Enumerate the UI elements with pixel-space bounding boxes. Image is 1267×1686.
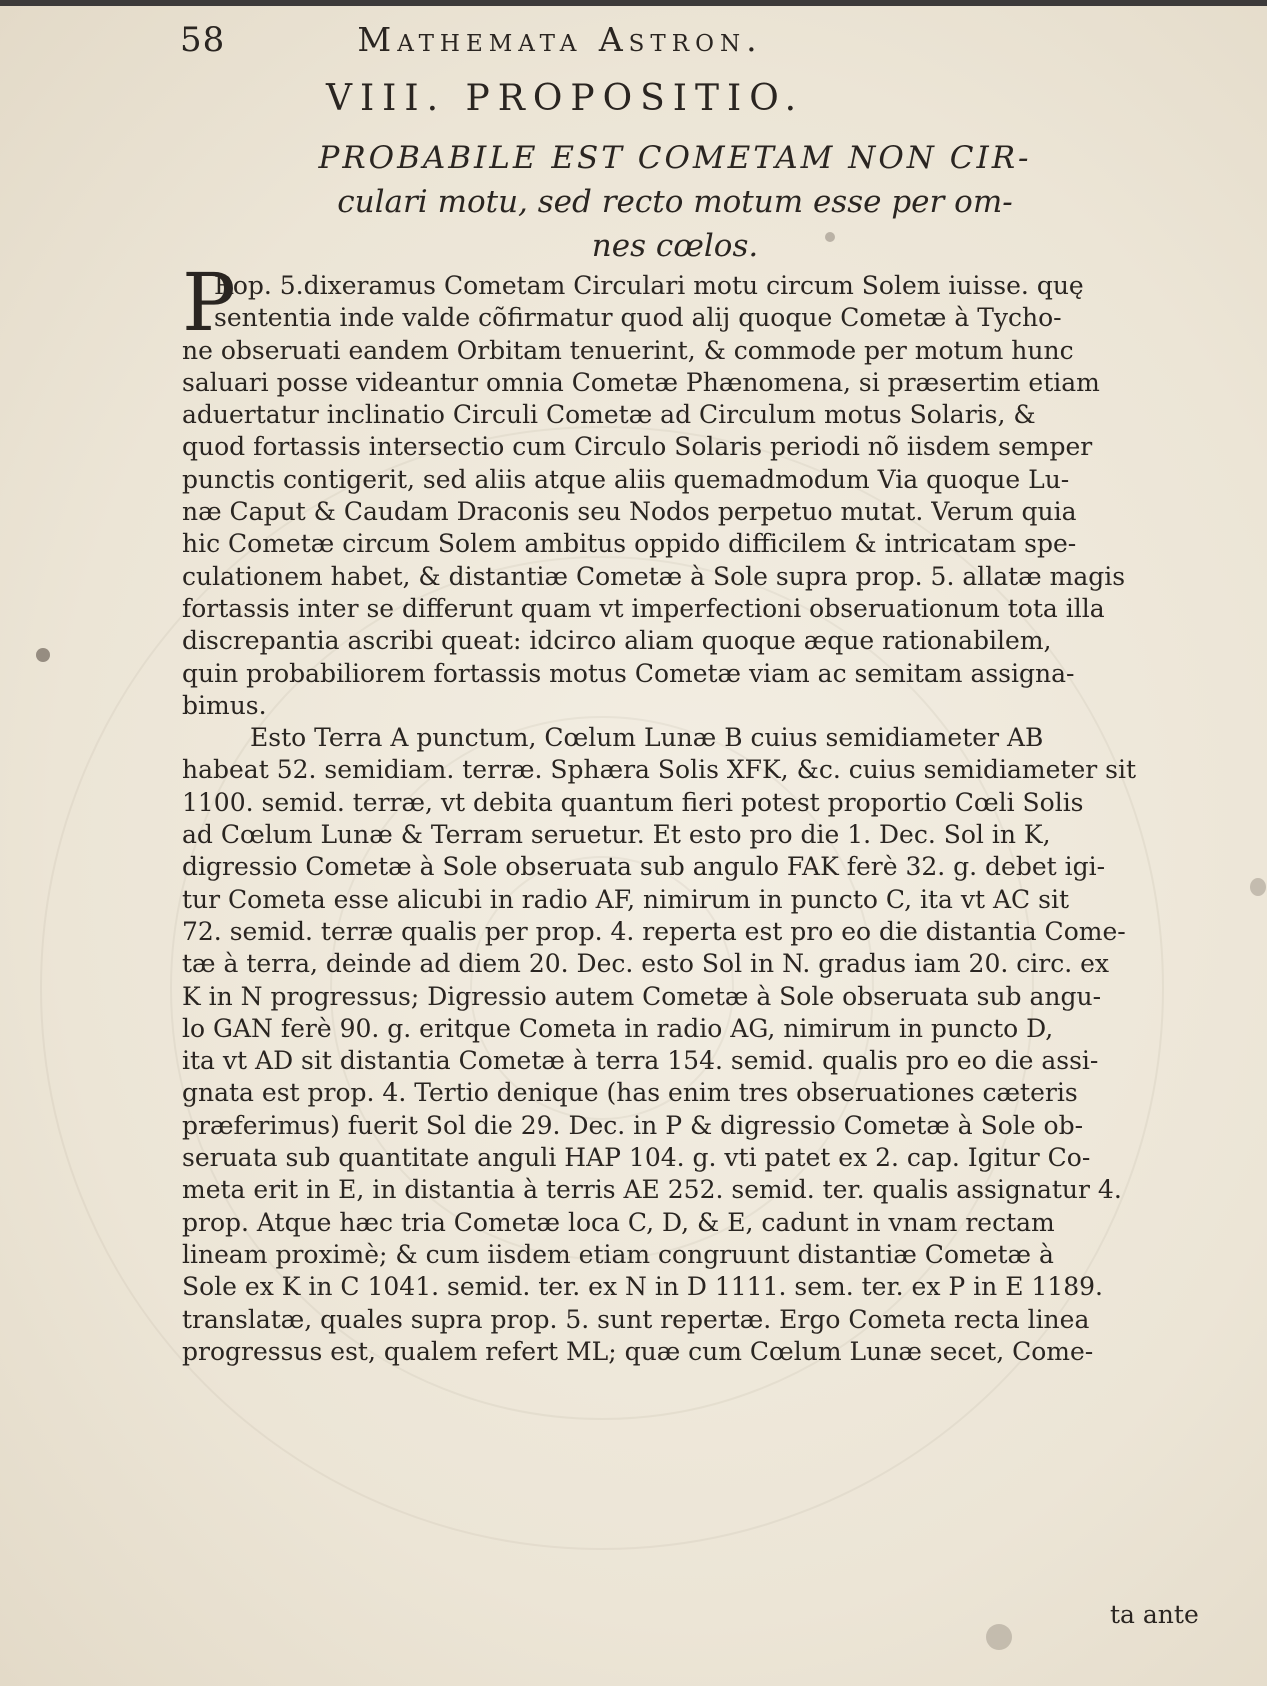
text-line: quin probabiliorem fortassis motus Cometæ viam ac semitam assigna- (182, 658, 1075, 688)
text-line: 1100. semid. terræ, vt debita quantum fieri potest proportio Cœli Solis (182, 787, 1084, 817)
text-line: Sole ex K in C 1041. semid. ter. ex N in D 1111. sem. ter. ex P in E 1189. (182, 1272, 1103, 1302)
text-line: lo GAN ferè 90. g. eritque Cometa in radio AG, nimirum in puncto D, (182, 1013, 1054, 1043)
drop-capital: P (182, 256, 236, 349)
running-head: Mathemata Astron. (357, 20, 763, 59)
text-line: ita vt AD sit distantia Cometæ à terra 154. semid. qualis pro eo die assi- (182, 1046, 1099, 1076)
text-line: quod fortassis intersectio cum Circulo Solaris periodi nõ iisdem semper (182, 432, 1093, 462)
text-line: progressus est, qualem refert ML; quæ cum Cœlum Lunæ secet, Come- (182, 1336, 1094, 1366)
page-number: 58 (180, 20, 226, 60)
catchword: ta ante (1110, 1600, 1199, 1629)
text-line: translatæ, quales supra prop. 5. sunt repertæ. Ergo Cometa recta linea (182, 1304, 1090, 1334)
text-line: ne obseruati eandem Orbitam tenuerint, & commode per motum hunc (182, 335, 1074, 365)
proposition-subtitle (240, 136, 1110, 268)
body-text (182, 256, 1198, 1368)
text-line: gnata est prop. 4. Tertio denique (has enim tres obseruationes cæteris (182, 1078, 1078, 1108)
text-line: discrepantia ascribi queat: idcirco aliam quoque æque rationabilem, (182, 626, 1052, 656)
text-line: prop. Atque hæc tria Cometæ loca C, D, & E, cadunt in vnam rectam (182, 1207, 1055, 1237)
text-line: saluari posse videantur omnia Cometæ Phænomena, si præsertim etiam (182, 367, 1100, 397)
text-line: culationem habet, & distantiæ Cometæ à Sole supra prop. 5. allatæ magis (182, 561, 1126, 591)
proposition-heading: VIII. PROPOSITIO. (325, 78, 805, 119)
text-line: K in N progressus; Digressio autem Cometæ à Sole obseruata sub angu- (182, 981, 1102, 1011)
text-line: præferimus) fuerit Sol die 29. Dec. in P & digressio Cometæ à Sole ob- (182, 1110, 1084, 1140)
ink-blot (986, 1624, 1012, 1650)
text-line: aduertatur inclinatio Circuli Cometæ ad Circulum motus Solaris, & (182, 400, 1036, 430)
text-line: seruata sub quantitate anguli HAP 104. g. vti patet ex 2. cap. Igitur Co- (182, 1143, 1091, 1173)
subtitle-line: culari motu, sed recto motum esse per om- (337, 184, 1013, 220)
text-line: punctis contigerit, sed aliis atque aliis quemadmodum Via quoque Lu- (182, 464, 1070, 494)
ink-blot (1250, 878, 1266, 896)
text-line: habeat 52. semidiam. terræ. Sphæra Solis XFK, &c. cuius semidiameter sit (182, 755, 1137, 785)
page-header (180, 20, 940, 60)
text-line: næ Caput & Caudam Draconis seu Nodos perpetuo mutat. Verum quia (182, 497, 1077, 527)
subtitle-line: PROBABILE EST COMETAM NON CIR- (318, 140, 1032, 176)
text-line: digressio Cometæ à Sole obseruata sub angulo FAK ferè 32. g. debet igi- (182, 852, 1106, 882)
text-line: hic Cometæ circum Solem ambitus oppido difficilem & intricatam spe- (182, 529, 1077, 559)
text-line: tur Cometa esse alicubi in radio AF, nimirum in puncto C, ita vt AC sit (182, 884, 1069, 914)
subtitle-line: nes cœlos. (591, 228, 759, 264)
text-line: sententia inde valde cõfirmatur quod alij quoque Cometæ à Tycho- (214, 303, 1062, 333)
text-line: ad Cœlum Lunæ & Terram seruetur. Et esto pro die 1. Dec. Sol in K, (182, 820, 1051, 850)
text-line: meta erit in E, in distantia à terris AE 252. semid. ter. qualis assignatur 4. (182, 1175, 1122, 1205)
text-line: 72. semid. terræ qualis per prop. 4. reperta est pro eo die distantia Come- (182, 916, 1126, 946)
text-line: lineam proximè; & cum iisdem etiam congruunt distantiæ Cometæ à (182, 1239, 1054, 1269)
text-line: Esto Terra A punctum, Cœlum Lunæ B cuius semidiameter AB (250, 723, 1044, 753)
ink-blot (36, 648, 50, 662)
text-line: tæ à terra, deinde ad diem 20. Dec. esto Sol in N. gradus iam 20. circ. ex (182, 949, 1110, 979)
text-line: Rop. 5.dixeramus Cometam Circulari motu circum Solem iuisse. quę (214, 271, 1084, 300)
text-line: fortassis inter se differunt quam vt imperfectioni obseruationum tota illa (182, 593, 1105, 623)
text-line: bimus. (182, 690, 267, 720)
